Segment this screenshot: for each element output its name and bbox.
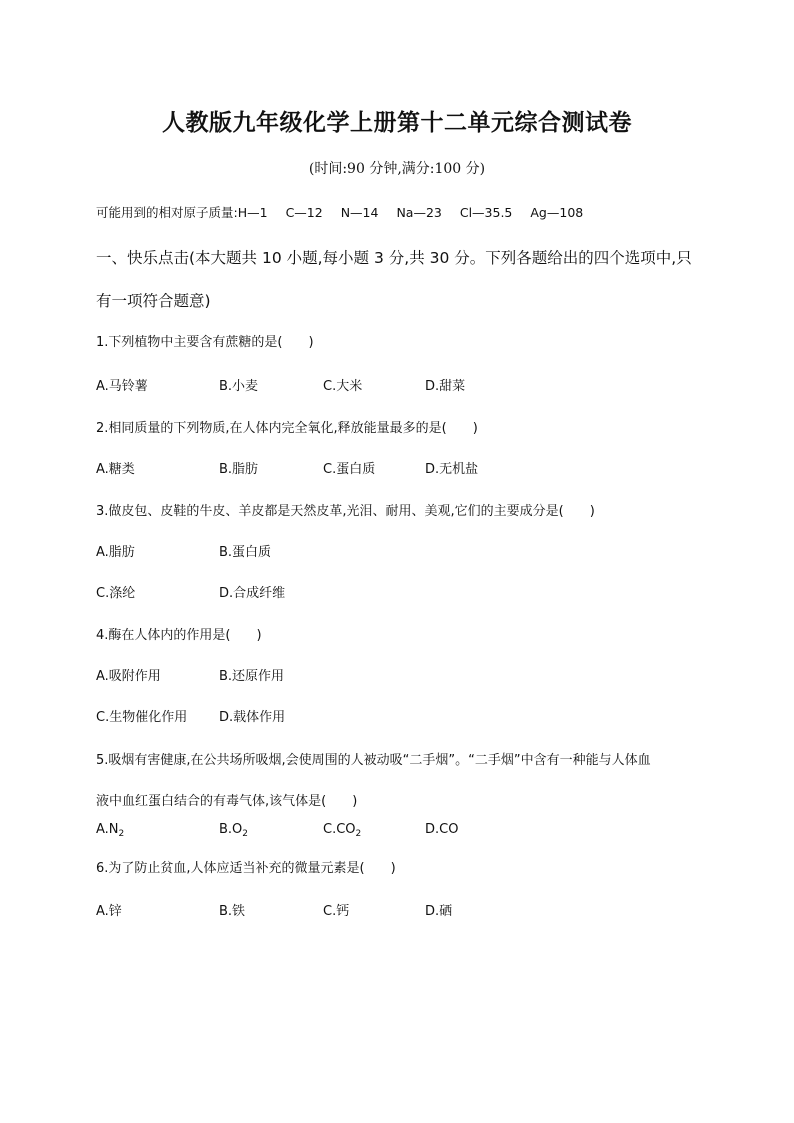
question-3-option-c: C.涤纶 xyxy=(96,586,136,601)
section-heading-line1: 一、快乐点击(本大题共 10 小题,每小题 3 分,共 30 分。下列各题给出的四个选项中,只 xyxy=(96,249,692,267)
question-4-option-a: A.吸附作用 xyxy=(96,669,161,684)
mass-c: C—12 xyxy=(285,205,323,220)
question-2-option-c: C.蛋白质 xyxy=(323,462,376,477)
question-2-option-a: A.糖类 xyxy=(96,462,135,477)
question-5-stem-line2: 液中血红蛋白结合的有毒气体,该气体是( ) xyxy=(96,794,358,809)
question-5-option-d: D.CO xyxy=(425,822,459,837)
section-heading-line2: 有一项符合题意) xyxy=(96,292,211,310)
atomic-masses-line xyxy=(96,203,583,221)
question-1-option-a: A.马铃薯 xyxy=(96,379,148,394)
mass-na: Na—23 xyxy=(396,205,442,220)
question-5-stem-line1: 5.吸烟有害健康,在公共场所吸烟,会使周围的人被动吸“二手烟”。“二手烟”中含有一种能与人体血 xyxy=(96,753,651,768)
mass-h: H—1 xyxy=(237,205,268,220)
page-title: 人教版九年级化学上册第十二单元综合测试卷 xyxy=(162,109,632,136)
question-4-option-c: C.生物催化作用 xyxy=(96,710,188,725)
question-6-option-d: D.硒 xyxy=(425,904,453,919)
mass-n: N—14 xyxy=(340,205,379,220)
question-2-option-b: B.脂肪 xyxy=(219,462,259,477)
question-1-stem: 1.下列植物中主要含有蔗糖的是( ) xyxy=(96,335,314,350)
question-6-option-c: C.钙 xyxy=(323,904,350,919)
question-1-option-d: D.甜菜 xyxy=(425,379,466,394)
question-5-option-b: $B.O_2$ xyxy=(219,822,249,839)
mass-cl: Cl—35.5 xyxy=(459,205,513,220)
question-2-stem: 2.相同质量的下列物质,在人体内完全氧化,释放能量最多的是( ) xyxy=(96,421,478,436)
question-4-option-d: D.载体作用 xyxy=(219,710,286,725)
mass-ag: Ag—108 xyxy=(530,205,584,220)
question-2-option-d: D.无机盐 xyxy=(425,462,479,477)
question-1-option-c: C.大米 xyxy=(323,379,363,394)
question-4-option-b: B.还原作用 xyxy=(219,669,285,684)
question-5-option-a: $A.N_2$ xyxy=(96,822,125,839)
question-6-option-a: A.锌 xyxy=(96,904,122,919)
atomic-masses-label: 可能用到的相对原子质量: xyxy=(96,205,238,220)
question-3-option-b: B.蛋白质 xyxy=(219,545,272,560)
question-5-option-c: $C.CO_2$ xyxy=(323,822,362,839)
question-4-stem: 4.酶在人体内的作用是( ) xyxy=(96,628,262,643)
question-3-stem: 3.做皮包、皮鞋的牛皮、羊皮都是天然皮革,光泪、耐用、美观,它们的主要成分是( ) xyxy=(96,504,595,519)
question-3-option-a: A.脂肪 xyxy=(96,545,135,560)
question-1-option-b: B.小麦 xyxy=(219,379,259,394)
question-3-option-d: D.合成纤维 xyxy=(219,586,286,601)
exam-time-score: (时间:90 分钟,满分:100 分) xyxy=(308,161,486,177)
question-6-option-b: B.铁 xyxy=(219,904,246,919)
question-6-stem: 6.为了防止贫血,人体应适当补充的微量元素是( ) xyxy=(96,861,396,876)
